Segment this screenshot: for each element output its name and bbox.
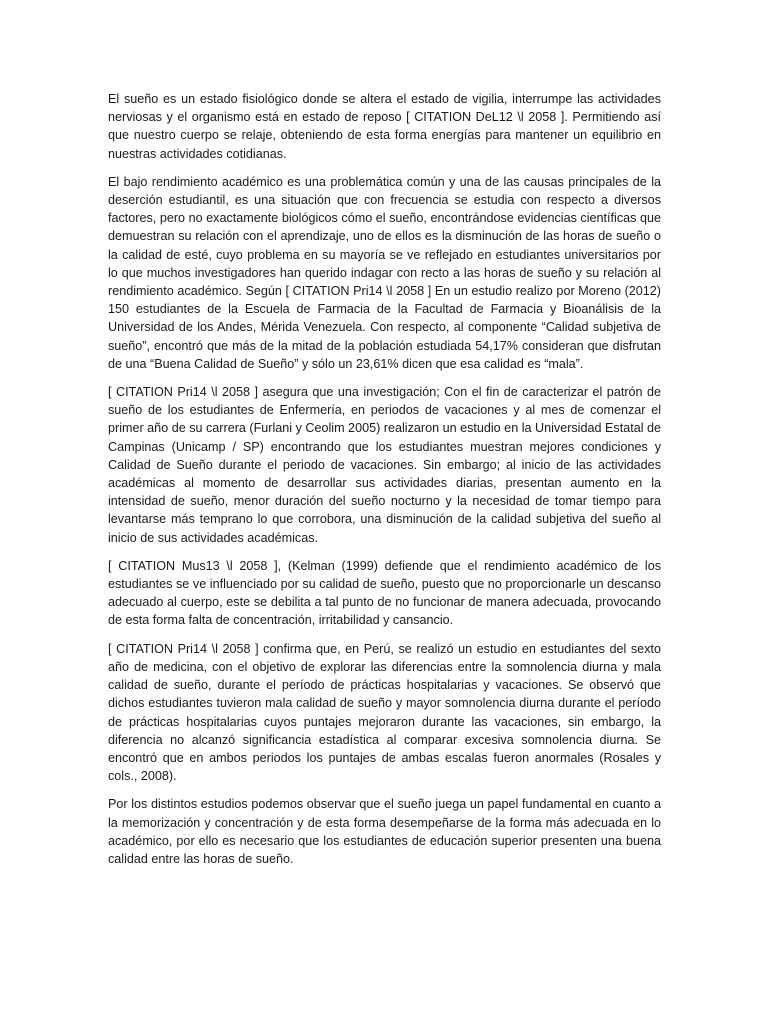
paragraph-5: [ CITATION Pri14 \l 2058 ] confirma que, en Perú, se realizó un estudio en estudiantes del sexto año de medicina, con el objetivo de explorar las diferencias entre la somnolencia diurna y mala calidad de sueño, durante el período de prácticas hospitalarias y vacaciones. Se observó que dichos estudiantes tuvieron mala calidad de sueño y mayor somnolencia diurna durante el período de prácticas hospitalarias cuyos puntajes mejoraron durante las vacaciones, sin embargo, la diferencia no alcanzó significancia estadística al comparar excesiva somnolencia diurna. Se encontró que en ambos periodos los puntajes de ambas escalas fueron anormales (Rosales y cols., 2008). <box>108 641 661 784</box>
paragraph-1: El sueño es un estado fisiológico donde se altera el estado de vigilia, interrumpe las actividades nerviosas y el organismo está en estado de reposo [ CITATION DeL12 \l 2058 ]. Permitiendo así que nuestro cuerpo se relaje, obteniendo de esta forma energías para mantener un equilibrio en nuestras actividades cotidianas. <box>108 92 661 161</box>
document-page <box>108 90 661 878</box>
paragraph-4: [ CITATION Mus13 \l 2058 ], (Kelman (1999) defiende que el rendimiento académico de los estudiantes se ve influenciado por su calidad de sueño, puesto que no proporcionarle un descanso adecuado al cuerpo, este se debilita a tal punto de no funcionar de manera adecuada, provocando de esta forma falta de concentración, irritabilidad y cansancio. <box>108 558 661 628</box>
paragraph-6: Por los distintos estudios podemos observar que el sueño juega un papel fundamental en cuanto a la memorización y concentración y de esta forma desempeñarse de la forma más adecuada en lo académico, por ello es necesario que los estudiantes de educación superior presenten una buena calidad entre las horas de sueño. <box>108 797 661 866</box>
paragraph-2: El bajo rendimiento académico es una problemática común y una de las causas principales de la deserción estudiantil, es una situación que con frecuencia se estudia con respecto a diversos factores, pero no exactamente biológicos cómo el sueño, encontrándose evidencias científicas que demuestran su relación con el aprendizaje, uno de ellos es la disminución de las horas de sueño o la calidad de esté, cuyo problema en su mayoría se ve reflejado en estudiantes universitarios por lo que muchos investigadores han querido indagar con recto a las horas de sueño y su relación al rendimiento académico. Según [ CITATION Pri14 \l 2058 ] En un estudio realizo por Moreno (2012) 150 estudiantes de la Escuela de Farmacia de la Facultad de Farmacia y Bioanálisis de la Universidad de los Andes, Mérida Venezuela. Con respecto, al componente “Calidad subjetiva de sueño”, encontró que más de la mitad de la población estudiada 54,17% consideran que disfrutan de una “Buena Calidad de Sueño” y sólo un 23,61% dicen que esa calidad es “mala”. <box>108 174 661 371</box>
paragraph-3: [ CITATION Pri14 \l 2058 ] asegura que una investigación; Con el fin de caracterizar el patrón de sueño de los estudiantes de Enfermería, en periodos de vacaciones y al mes de comenzar el primer año de su carrera (Furlani y Ceolim 2005) realizaron un estudio en la Universidad Estatal de Campinas (Unicamp / SP) encontrando que los estudiantes muestran mejores condiciones y Calidad de Sueño durante el periodo de vacaciones. Sin embargo; al inicio de las actividades académicas al momento de desarrollar sus actividades diarias, presentan aumento en la intensidad de sueño, menor duración del sueño nocturno y la necesidad de tomar tiempo para levantarse más temprano lo que corrobora, una disminución de la calidad subjetiva del sueño al inicio de sus actividades académicas. <box>108 385 661 545</box>
